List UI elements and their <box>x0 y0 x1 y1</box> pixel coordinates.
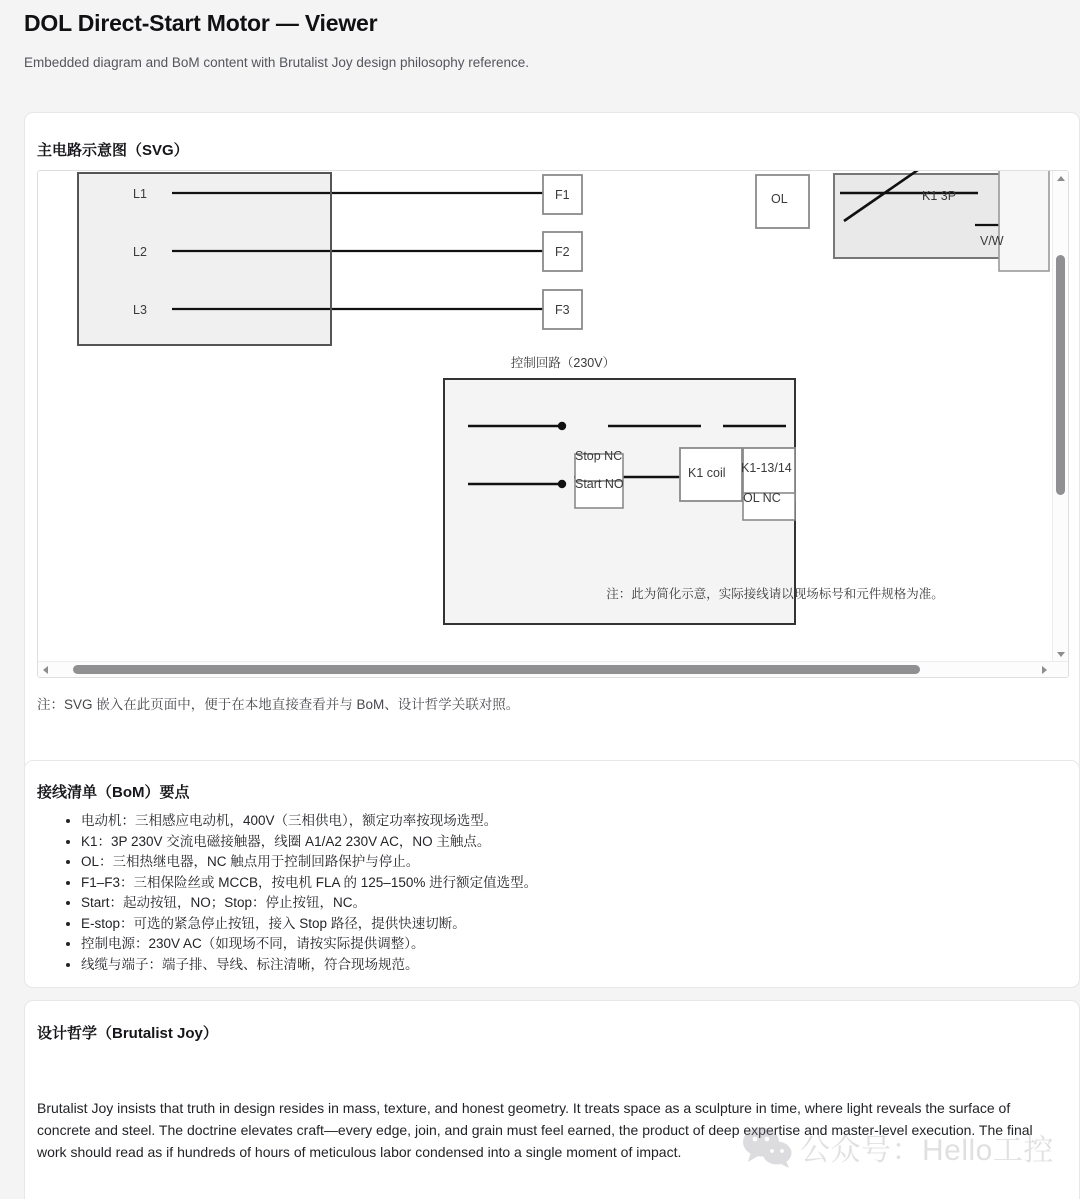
svg-card-title: 主电路示意图（SVG） <box>37 142 189 159</box>
page-subtitle: Embedded diagram and BoM content with Brutalist Joy design philosophy reference. <box>24 55 530 70</box>
phase-label-l1: L1 <box>133 187 147 201</box>
diagram-inner-note: 注：此为简化示意，实际接线请以现场标号和元件规格为准。 <box>606 587 944 601</box>
motor-terminal-label: V/W <box>980 234 1004 248</box>
svg-diagram-card <box>24 112 1080 774</box>
scroll-up-button[interactable] <box>1053 171 1069 186</box>
bom-list-item: • E-stop：可选的紧急停止按钮，接入 Stop 路径，提供快速切断。 <box>81 914 1067 935</box>
bom-list <box>37 811 1067 975</box>
fuse-label-f3: F3 <box>555 303 570 317</box>
scroll-left-button[interactable] <box>38 662 53 678</box>
philosophy-body: Brutalist Joy insists that truth in design resides in mass, texture, and honest geometry. It treats space as a sculpture in time, where light reveals the surface of concrete and steel. The doctrine elevates craft—every edge, join, and grain must feel earned, the product of deep expertise and master-level execution. The final work should read as if hundreds of hours of meticulous labor condensed into a single moment of impact. <box>37 1100 1033 1160</box>
horizontal-scroll-thumb[interactable] <box>73 665 920 674</box>
vertical-scroll-thumb[interactable] <box>1056 255 1065 495</box>
phase-label-l3: L3 <box>133 303 147 317</box>
control-circuit-title: 控制回路（230V） <box>510 356 616 370</box>
bom-card <box>24 760 1080 988</box>
svg-scroll-frame[interactable] <box>37 170 1069 678</box>
ol-nc-label: OL NC <box>743 491 781 505</box>
page-header <box>0 0 1080 72</box>
fuse-label-f2: F2 <box>555 245 570 259</box>
page-title: DOL Direct-Start Motor — Viewer <box>24 10 378 36</box>
overload-label: OL <box>771 192 788 206</box>
contactor-block <box>834 174 1000 258</box>
start-contact-label: Start NO <box>575 477 624 491</box>
bom-list-item: • F1–F3：三相保险丝或 MCCB，按电机 FLA 的 125–150% 进行额定值选型。 <box>81 873 1067 894</box>
svg-viewport <box>38 171 1053 662</box>
fuse-label-f1: F1 <box>555 188 570 202</box>
scroll-right-button[interactable] <box>1037 662 1052 678</box>
bom-list-item: • Start：起动按钮，NO；Stop：停止按钮，NC。 <box>81 893 1067 914</box>
bom-list-item: • 电动机：三相感应电动机，400V（三相供电），额定功率按现场选型。 <box>81 811 1067 832</box>
bom-list-item: • K1：3P 230V 交流电磁接触器，线圈 A1/A2 230V AC，NO 主触点。 <box>81 832 1067 853</box>
main-circuit-diagram <box>38 171 1053 662</box>
bom-list-item: • 控制电源：230V AC（如现场不同，请按实际提供调整）。 <box>81 934 1067 955</box>
philosophy-card <box>24 1000 1080 1199</box>
svg-card-note: 注：SVG 嵌入在此页面中，便于在本地直接查看并与 BoM、设计哲学关联对照。 <box>37 697 520 712</box>
junction-dot-upper <box>558 422 566 430</box>
aux-contact-label: K1-13/14 <box>741 461 792 475</box>
scroll-down-button[interactable] <box>1053 647 1069 662</box>
philosophy-card-title: 设计哲学（Brutalist Joy） <box>37 1025 218 1042</box>
watermark-text: 公众号：Hello工控 <box>800 1134 1054 1167</box>
junction-dot-lower <box>558 480 566 488</box>
svg-vertical-scrollbar[interactable] <box>1052 171 1068 662</box>
svg-horizontal-scrollbar[interactable] <box>38 661 1068 677</box>
contactor-label: K1 3P <box>922 189 957 203</box>
stop-contact-label: Stop NC <box>575 449 623 463</box>
bom-list-item: • OL：三相热继电器，NC 触点用于控制回路保护与停止。 <box>81 852 1067 873</box>
motor-box <box>999 171 1049 271</box>
coil-label: K1 coil <box>688 466 726 480</box>
bom-list-item: • 线缆与端子：端子排、导线、标注清晰，符合现场规范。 <box>81 955 1067 976</box>
phase-label-l2: L2 <box>133 245 147 259</box>
bom-card-title: 接线清单（BoM）要点 <box>37 784 190 801</box>
